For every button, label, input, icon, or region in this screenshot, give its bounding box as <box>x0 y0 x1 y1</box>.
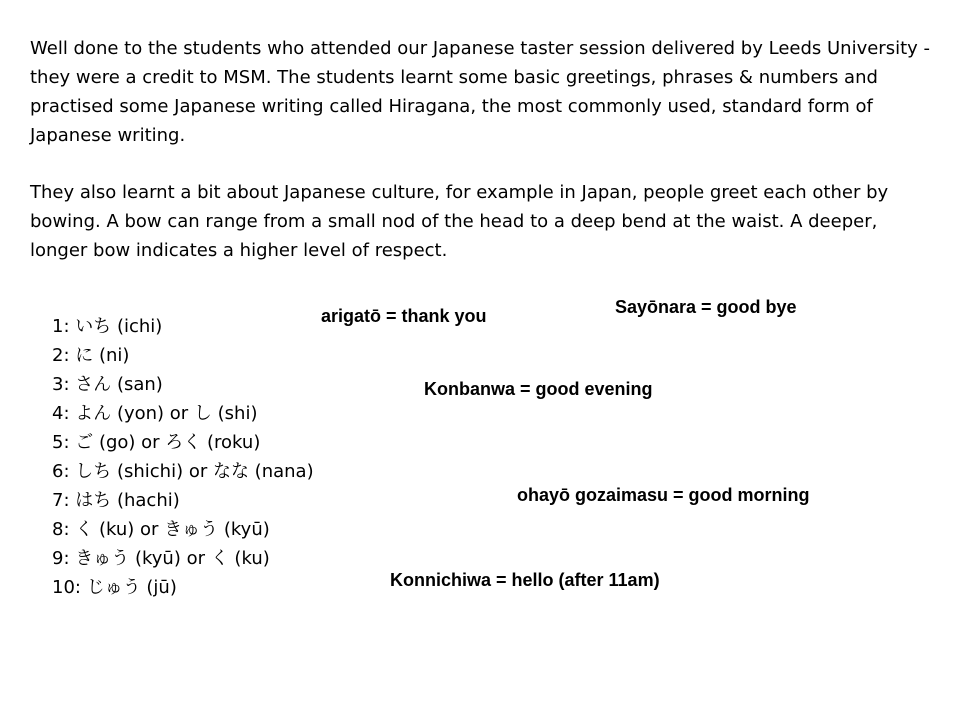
phrase-thank-you: arigatō = thank you <box>321 306 487 326</box>
list-item-number-1: 1: いち (ichi) <box>52 316 163 337</box>
list-item-number-8: 8: く (ku) or きゅう (kyū) <box>52 519 270 540</box>
list-item-number-6: 6: しち (shichi) or なな (nana) <box>52 461 314 482</box>
list-item-number-3: 3: さん (san) <box>52 374 163 395</box>
numbers-list <box>52 312 314 602</box>
list-item-number-7: 7: はち (hachi) <box>52 490 180 511</box>
phrase-hello: Konnichiwa = hello (after 11am) <box>390 570 660 590</box>
culture-paragraph: They also learnt a bit about Japanese culture, for example in Japan, people greet each other by bowing. A bow can range from a small nod of the head to a deep bend at the waist. A deeper, longer bow indicates a higher level of respect. <box>30 182 889 261</box>
list-item-number-4: 4: よん (yon) or し (shi) <box>52 403 258 424</box>
intro-paragraph: Well done to the students who attended our Japanese taster session delivered by Leeds University - they were a credit to MSM. The students learnt some basic greetings, phrases & numbers and practised some Japanese writing called Hiragana, the most commonly used, standard form of Japanese writing. <box>30 38 931 146</box>
list-item-number-9: 9: きゅう (kyū) or く (ku) <box>52 548 270 569</box>
phrase-good-evening: Konbanwa = good evening <box>424 379 653 399</box>
list-item-number-10: 10: じゅう (jū) <box>52 577 177 598</box>
phrase-good-morning: ohayō gozaimasu = good morning <box>517 485 810 505</box>
list-item-number-2: 2: に (ni) <box>52 345 130 366</box>
phrase-good-bye: Sayōnara = good bye <box>615 297 797 317</box>
list-item-number-5: 5: ご (go) or ろく (roku) <box>52 432 261 453</box>
